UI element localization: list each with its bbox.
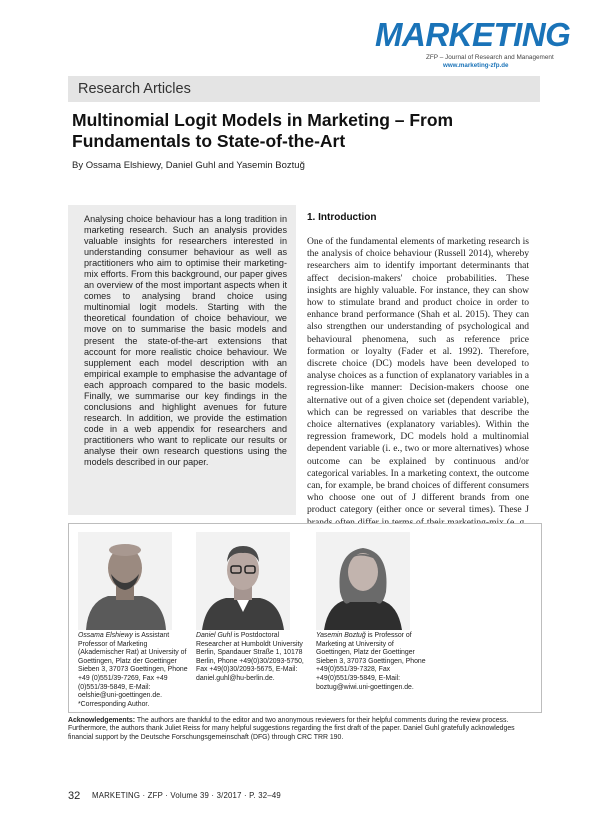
page-number: 32 — [68, 790, 81, 802]
author-bio-text: is Professor of Marketing at University of Goettingen, Platz der Goettinger Sieben 3, 37073 Goettingen, Phone +49(0)551/39-7328, Fax +49(0)551/39-5849, E-Mail: boztug@wiwi.uni-goettingen.de. — [316, 632, 426, 691]
introduction-heading: 1. Introduction — [307, 212, 377, 223]
author-name: Ossama Elshiewy — [78, 632, 133, 639]
author-bio-guhl — [196, 632, 308, 684]
abstract-text: Analysing choice behaviour has a long tradition in marketing research. Such an analysis provides valuable insights for researchers interested in understanding consumer behaviour as well as practitioners who aim to optimise their marketing-mix efforts. From this background, our paper gives an overview of the most important aspects when it comes to analysing brand choice using multinomial logit models. Starting with the theoretical foundation of choice behaviour, we move on to summarise the basic models and present the state-of-the-art extensions that account for more realistic choice behaviour. We supplement each model description with an empirical example to emphasise the advantage of each approach compared to the basic models. Finally, we summarise our key findings in the conclusions and highlight avenues for future research. In addition, we provide the estimation code in a web appendix for researchers and practitioners who want to replicate our results or analyse their own research questions using the models described in our paper. — [84, 214, 287, 468]
acknowledgements-label: Acknowledgements: — [68, 717, 136, 724]
author-bio-text: is Assistant Professor of Marketing (Akademischer Rat) at University of Goettingen, Platz der Goettinger Sieben 3, 37073 Goettingen, Phone +49 (0)551/39-7269, Fax +49 (0)551/39-5849, E-Mail: oelshie@uni-goettingen.de. *Corresponding Author. — [78, 632, 188, 708]
acknowledgements — [68, 717, 540, 742]
author-panel — [68, 523, 542, 713]
author-photo-boztug — [316, 532, 410, 630]
section-label: Research Articles — [78, 81, 191, 97]
journal-logo: MARKETING — [375, 16, 571, 53]
author-bio-boztug — [316, 632, 428, 692]
author-photo-guhl — [196, 532, 290, 630]
author-bio-elshiewy — [78, 632, 190, 709]
introduction-text: One of the fundamental elements of marketing research is the analysis of choice behaviour (Russell 2014), whereby researchers aim to identify important determinants that affect decision-makers' choice probabilities. These insights are highly valuable. For instance, they can show how to stimulate brand and product choice in order to enhance brand performance (Shah et al. 2015). They can also strengthen our understanding of psychological and behavioural phenomena, such as reference price formation or loyalty (Fader et al. 1992). Therefore, discrete choice (DC) models have been developed to analyse choices as a function of explanatory variables in a regression-like manner: Decision-makers choose one alternative out of a given choice set (dependent variable), which can be regressed on variables that describe the choice alternatives (explanatory variables). Within the regression framework, DC models hold a multinomial dependent variable (i. e., two or more alternatives) whose outcome can be explained by continuous and/or categorical variables. In a marketing context, the outcome can, for example, be brand choices of different consumers who choose one out of J different brands from one product category (either once or several times). These J — [307, 236, 529, 516]
acknowledgements-text: The authors are thankful to the editor and two anonymous reviewers for their helpful comments during the review process. Furthermore, the authors thank Juliet Reiss for many helpful suggestions regarding the first draft of the paper. Daniel Guhl gratefully acknowledges financial support by the Deutsche Forschungsgemeinschaft (DFG) through CRC TRR 190. — [68, 717, 515, 741]
article-byline: By Ossama Elshiewy, Daniel Guhl and Yasemin Boztuğ — [72, 160, 305, 171]
author-name: Yasemin Boztuğ — [316, 632, 366, 639]
author-bio-text: is Postdoctoral Researcher at Humboldt University Berlin, Spandauer Straße 1, 10178 Berlin, Phone +49(0)30/2093-5750, Fax +49(0)30/2093-5675, E-Mail: daniel.guhl@hu-berlin.de. — [196, 632, 304, 682]
journal-subtitle: ZFP – Journal of Research and Management — [426, 54, 554, 61]
author-photo-elshiewy — [78, 532, 172, 630]
author-name: Daniel Guhl — [196, 632, 233, 639]
article-title: Multinomial Logit Models in Marketing – From Fundamentals to State-of-the-Art — [72, 110, 454, 151]
journal-url: www.marketing-zfp.de — [443, 62, 509, 69]
journal-citation: MARKETING · ZFP · Volume 39 · 3/2017 · P. 32–49 — [92, 791, 281, 800]
